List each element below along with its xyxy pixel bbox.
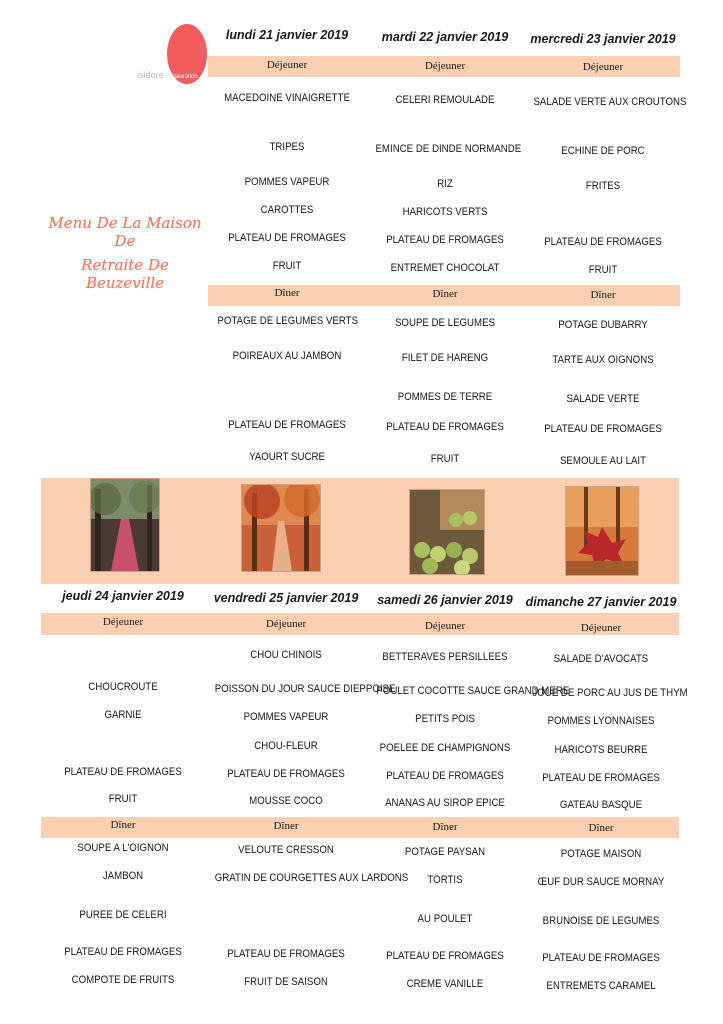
day-header: lundi 21 janvier 2019: [225, 28, 349, 42]
menu-item: ŒUF DUR SAUCE MORNAY: [537, 876, 665, 888]
menu-item: AU POULET: [417, 913, 473, 925]
lunch-label: Déjeuner: [424, 620, 466, 632]
menu-item: POMMES LYONNAISES: [547, 715, 655, 727]
menu-item: SOUPE A L'OIGNON: [77, 842, 169, 854]
menu-item: TARTE AUX OIGNONS: [552, 354, 654, 366]
menu-item: ENTREMETS CARAMEL: [546, 980, 656, 992]
menu-item: POELEE DE CHAMPIGNONS: [379, 742, 511, 754]
day-header: mercredi 23 janvier 2019: [530, 32, 676, 46]
menu-item: POTAGE MAISON: [560, 848, 642, 860]
menu-item: BRUNOISE DE LEGUMES: [542, 915, 660, 927]
lunch-label: Déjeuner: [424, 60, 466, 72]
menu-item: PLATEAU DE FROMAGES: [386, 770, 504, 782]
dinner-label: Dîner: [590, 289, 616, 301]
menu-item: BETTERAVES PERSILLEES: [382, 651, 508, 663]
menu-item: PETITS POIS: [415, 713, 475, 725]
logo: [137, 70, 198, 80]
menu-item: PLATEAU DE FROMAGES: [64, 766, 182, 778]
menu-item: CAROTTES: [260, 204, 314, 216]
menu-item: POTAGE DUBARRY: [558, 319, 648, 331]
menu-item: POIREAUX AU JAMBON: [232, 350, 342, 362]
menu-item: CELERI REMOULADE: [395, 94, 495, 106]
menu-item: FILET DE HARENG: [401, 352, 489, 364]
menu-item: HARICOTS VERTS: [402, 206, 488, 218]
menu-item: FRUIT: [272, 260, 302, 272]
menu-item: GRATIN DE COURGETTES AUX LARDONS: [214, 872, 409, 884]
menu-item: ECHINE DE PORC: [561, 145, 645, 157]
menu-item: EMINCE DE DINDE NORMANDE: [375, 143, 522, 155]
menu-item: SALADE D'AVOCATS: [553, 653, 649, 665]
park-alley-photo: [90, 478, 160, 572]
menu-item: SEMOULE AU LAIT: [559, 455, 647, 467]
day-header: samedi 26 janvier 2019: [377, 593, 513, 607]
menu-item: PLATEAU DE FROMAGES: [228, 232, 346, 244]
menu-item: TORTIS: [427, 874, 463, 886]
dinner-label: Dîner: [432, 288, 458, 300]
logo-text: isidore: [137, 70, 164, 80]
menu-item: ENTREMET CHOCOLAT: [390, 262, 500, 274]
menu-item: SOUPE DE LEGUMES: [394, 317, 496, 329]
menu-item: PLATEAU DE FROMAGES: [542, 772, 660, 784]
menu-item: PLATEAU DE FROMAGES: [544, 423, 662, 435]
dinner-label: Dîner: [273, 820, 299, 832]
menu-item: COMPOTE DE FRUITS: [71, 974, 175, 986]
menu-item: POMMES VAPEUR: [244, 176, 330, 188]
menu-item: PLATEAU DE FROMAGES: [542, 952, 660, 964]
menu-item: POTAGE DE LEGUMES VERTS: [217, 315, 359, 327]
menu-item: HARICOTS BEURRE: [554, 744, 648, 756]
menu-item: POMMES DE TERRE: [397, 391, 493, 403]
menu-item: FRUIT: [430, 453, 460, 465]
menu-item: MOUSSE COCO: [249, 795, 323, 807]
day-header: vendredi 25 janvier 2019: [213, 591, 359, 605]
menu-item: POMMES VAPEUR: [243, 711, 329, 723]
menu-item: POTAGE PAYSAN: [404, 846, 486, 858]
menu-item: POISSON DU JOUR SAUCE DIEPPOISE: [214, 683, 396, 695]
menu-item: ANANAS AU SIROP EPICE: [385, 797, 505, 809]
dinner-label: Dîner: [432, 821, 458, 833]
menu-item: VELOUTE CRESSON: [238, 844, 334, 856]
dinner-label: Dîner: [110, 819, 136, 831]
lunch-label: Déjeuner: [266, 59, 308, 71]
menu-item: GARNIE: [104, 709, 142, 721]
dinner-label: Dîner: [274, 287, 300, 299]
menu-item: TRIPES: [269, 141, 305, 153]
menu-item: PLATEAU DE FROMAGES: [386, 234, 504, 246]
menu-item: PLATEAU DE FROMAGES: [64, 946, 182, 958]
menu-item: PLATEAU DE FROMAGES: [386, 421, 504, 433]
menu-item: CREME VANILLE: [406, 978, 484, 990]
menu-item: JOUE DE PORC AU JUS DE THYM: [532, 687, 688, 699]
menu-item: SALADE VERTE AUX CROUTONS: [533, 96, 687, 108]
autumn-leaf-photo: [565, 486, 639, 576]
lunch-label: Déjeuner: [582, 61, 624, 73]
menu-item: PLATEAU DE FROMAGES: [227, 768, 345, 780]
menu-item: PUREE DE CELERI: [79, 909, 167, 921]
menu-item: PLATEAU DE FROMAGES: [544, 236, 662, 248]
day-header: mardi 22 janvier 2019: [381, 30, 509, 44]
page-title-line1: Menu De La Maison De: [48, 214, 202, 250]
menu-item: FRUIT: [588, 264, 618, 276]
menu-item: GATEAU BASQUE: [559, 799, 643, 811]
day-header: jeudi 24 janvier 2019: [62, 589, 184, 603]
menu-item: MACEDOINE VINAIGRETTE: [224, 92, 350, 104]
logo-subtext: restauration: [166, 74, 198, 80]
dinner-label: Dîner: [588, 822, 614, 834]
menu-item: SALADE VERTE: [566, 393, 640, 405]
menu-item: JAMBON: [102, 870, 144, 882]
menu-item: CHOUCROUTE: [88, 681, 158, 693]
menu-item: PLATEAU DE FROMAGES: [386, 950, 504, 962]
menu-item: PLATEAU DE FROMAGES: [227, 948, 345, 960]
lunch-label: Déjeuner: [580, 622, 622, 634]
autumn-path-photo: [241, 484, 321, 572]
day-header: dimanche 27 janvier 2019: [525, 595, 677, 609]
menu-item: RIZ: [437, 178, 453, 190]
lunch-label: Déjeuner: [102, 616, 144, 628]
menu-item: POULET COCOTTE SAUCE GRAND MERE: [376, 685, 570, 697]
menu-item: PLATEAU DE FROMAGES: [228, 419, 346, 431]
menu-item: FRUIT DE SAISON: [244, 976, 328, 988]
lunch-label: Déjeuner: [265, 618, 307, 630]
menu-item: CHOU CHINOIS: [250, 649, 322, 661]
menu-item: FRITES: [585, 180, 621, 192]
menu-item: FRUIT: [108, 793, 138, 805]
page-title-line2: Retraite De Beuzeville: [81, 256, 169, 292]
menu-item: YAOURT SUCRE: [249, 451, 325, 463]
apples-basket-photo: [409, 489, 485, 575]
menu-item: CHOU-FLEUR: [254, 740, 318, 752]
